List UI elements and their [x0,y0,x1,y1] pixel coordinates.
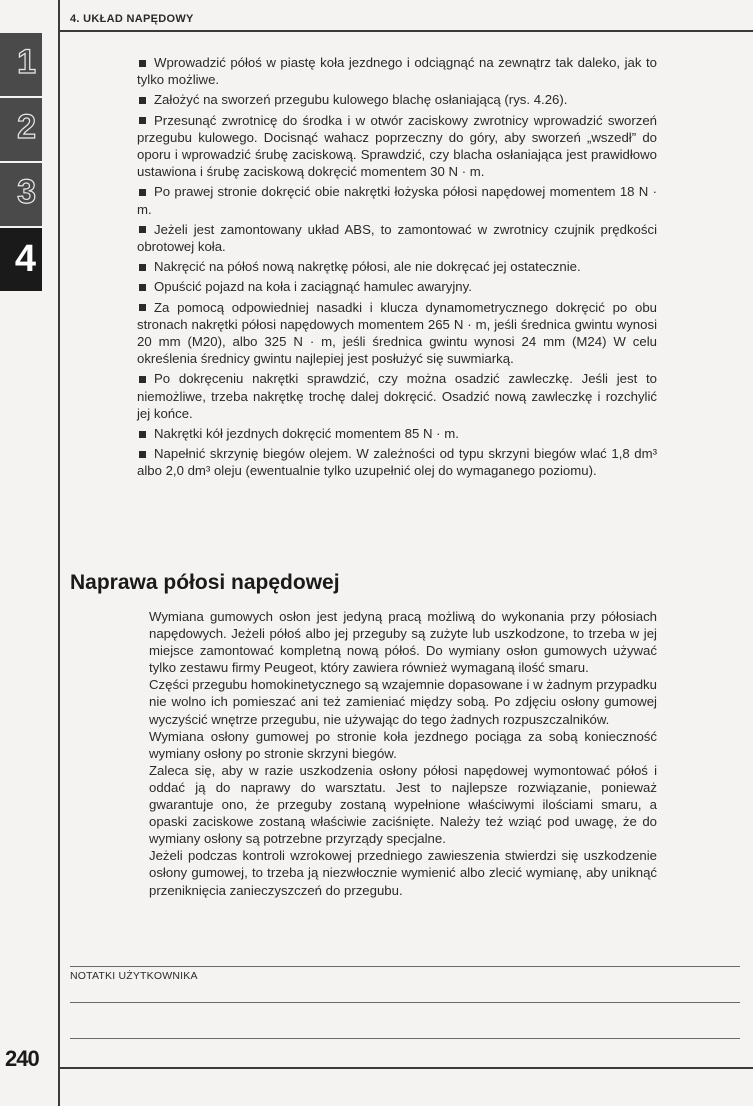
chapter-tab-number: 2 [17,108,36,146]
page-number: 240 [5,1046,39,1071]
chapter-tab-number: 4 [14,238,36,280]
square-bullet-icon [139,431,146,438]
procedure-steps [137,54,657,483]
chapter-tab-4-active [0,228,42,293]
step-text: Jeżeli jest zamontowany układ ABS, to zamontować w zwrotnicy czujnik prędkości obrotowej koła. [137,221,657,255]
step-text: Za pomocą odpowiedniej nasadki i klucza dynamometrycznego dokręcić po obu stronach nakrętki półosi napędowych momentem 265 N · m, jeśli średnica gwintu wynosi 20 mm (M20), albo 325 N · m, jeśli średnica gwintu wynosi 24 mm (M24) W celu określenia średnicy gwintu najlepiej jest posłużyć się suwmiarką. [137,299,657,367]
step-item [137,54,657,88]
step-item [137,299,657,368]
step-text: Opuścić pojazd na koła i zaciągnąć hamulec awaryjny. [154,279,472,295]
chapter-tab-2 [0,98,42,163]
section-heading: Naprawa półosi napędowej [70,571,340,594]
section-paragraph: Jeżeli podczas kontroli wzrokowej przedniego zawieszenia stwierdzi się uszkodzenie osłony gumowej, to trzeba ją niezwłocznie wymienić albo zlecić wymianę, aby uniknąć przeniknięcia zanieczyszczeń do przegubu. [149,848,657,898]
square-bullet-icon [139,304,146,311]
square-bullet-icon [139,226,146,233]
step-item [137,445,657,479]
notes-label: NOTATKI UŻYTKOWNIKA [70,970,198,982]
square-bullet-icon [139,284,146,291]
step-item [137,278,657,295]
notes-rule [70,1002,740,1003]
step-text: Po dokręceniu nakrętki sprawdzić, czy można osadzić zawleczkę. Jeśli jest to niemożliwe, trzeba nakrętkę trochę dalej dokręcić. Osadzić nową zawleczkę i rozchylić jej końce. [137,371,657,421]
step-item [137,183,657,217]
section-paragraph: Wymiana gumowych osłon jest jedyną pracą możliwą do wykonania przy półosiach napędowych. Jeżeli półoś albo jej przeguby są zużyte lub uszkodzone, to trzeba w jej miejsce zamontować kompletną nową półoś. Do wymiany osłon gumowych używać tylko zestawu firmy Peugeot, który zawiera również wymaganą ilość smaru. [149,609,657,676]
footer-rule [58,1067,753,1069]
chapter-tab-number: 1 [17,43,36,81]
step-text: Napełnić skrzynię biegów olejem. W zależności od typu skrzyni biegów wlać 1,8 dm³ albo 2,0 dm³ oleju (ewentualnie tylko uzupełnić olej do wymaganego poziomu). [137,446,657,479]
square-bullet-icon [139,60,146,67]
notes-rule [70,1038,740,1039]
step-text: Założyć na sworzeń przegubu kulowego blachę osłaniającą (rys. 4.26). [154,92,568,108]
square-bullet-icon [139,189,146,196]
step-text: Wprowadzić półoś w piastę koła jezdnego i odciągnąć na zewnątrz tak daleko, jak to tylko możliwe. [137,55,657,88]
section-paragraph: Zaleca się, aby w razie uszkodzenia osłony półosi napędowej wymontować półoś i oddać ją do naprawy do warsztatu. Jest to najlepsze rozwiązanie, ponieważ gwarantuje ono, że przeguby zostaną wypełnione właściwymi ilościami smaru, a opaski zaciskowe zostaną właściwie zaciśnięte. Należy też wziąć pod uwagę, że do wymiany osłony są potrzebne przyrządy specjalne. [149,762,657,847]
step-item [137,221,657,255]
step-item [137,425,657,442]
square-bullet-icon [139,117,146,124]
chapter-tab-3 [0,163,42,228]
header-rule [58,30,753,32]
chapter-tabs [0,33,42,293]
square-bullet-icon [139,97,146,104]
chapter-tab-number: 3 [17,173,36,211]
step-text: Przesunąć zwrotnicę do środka i w otwór zaciskowy zwrotnicy wprowadzić sworzeń przegubu kulowego. Docisnąć wahacz poprzeczny do góry, aby sworzeń „wszedł” do oporu i wprowadzić śrubę zaciskową. Sprawdzić, czy blacha osłaniająca jest prawidłowo ustawiona i śrubę zaciskową dokręcić momentem 30 N · m. [137,112,657,180]
section-paragraph: Wymiana osłony gumowej po stronie koła jezdnego pociąga za sobą konieczność wymiany osłony po stronie skrzyni biegów. [149,728,657,761]
page-margin-rule [58,0,60,1106]
step-text: Po prawej stronie dokręcić obie nakrętki łożyska półosi napędowej momentem 18 N · m. [137,184,657,217]
square-bullet-icon [139,264,146,271]
square-bullet-icon [139,376,146,383]
chapter-tab-1 [0,33,42,98]
square-bullet-icon [139,451,146,458]
step-text: Nakręcić na półoś nową nakrętkę półosi, ale nie dokręcać jej ostatecznie. [154,259,581,275]
step-item [137,91,657,108]
section-body [149,608,657,899]
section-paragraph: Części przegubu homokinetycznego są wzajemnie dopasowane i w żadnym przypadku nie wolno ich pomieszać ani też zamieniać między sobą. Po zdjęciu osłony gumowej wyczyścić wnętrze przegubu, nie używając do tego żadnych rozpuszczalników. [149,677,657,727]
step-text: Nakrętki kół jezdnych dokręcić momentem 85 N · m. [154,426,459,442]
notes-rule-top [70,966,740,967]
step-item [137,258,657,275]
step-item [137,370,657,422]
running-header: 4. UKŁAD NAPĘDOWY [70,13,194,25]
step-item [137,112,657,181]
